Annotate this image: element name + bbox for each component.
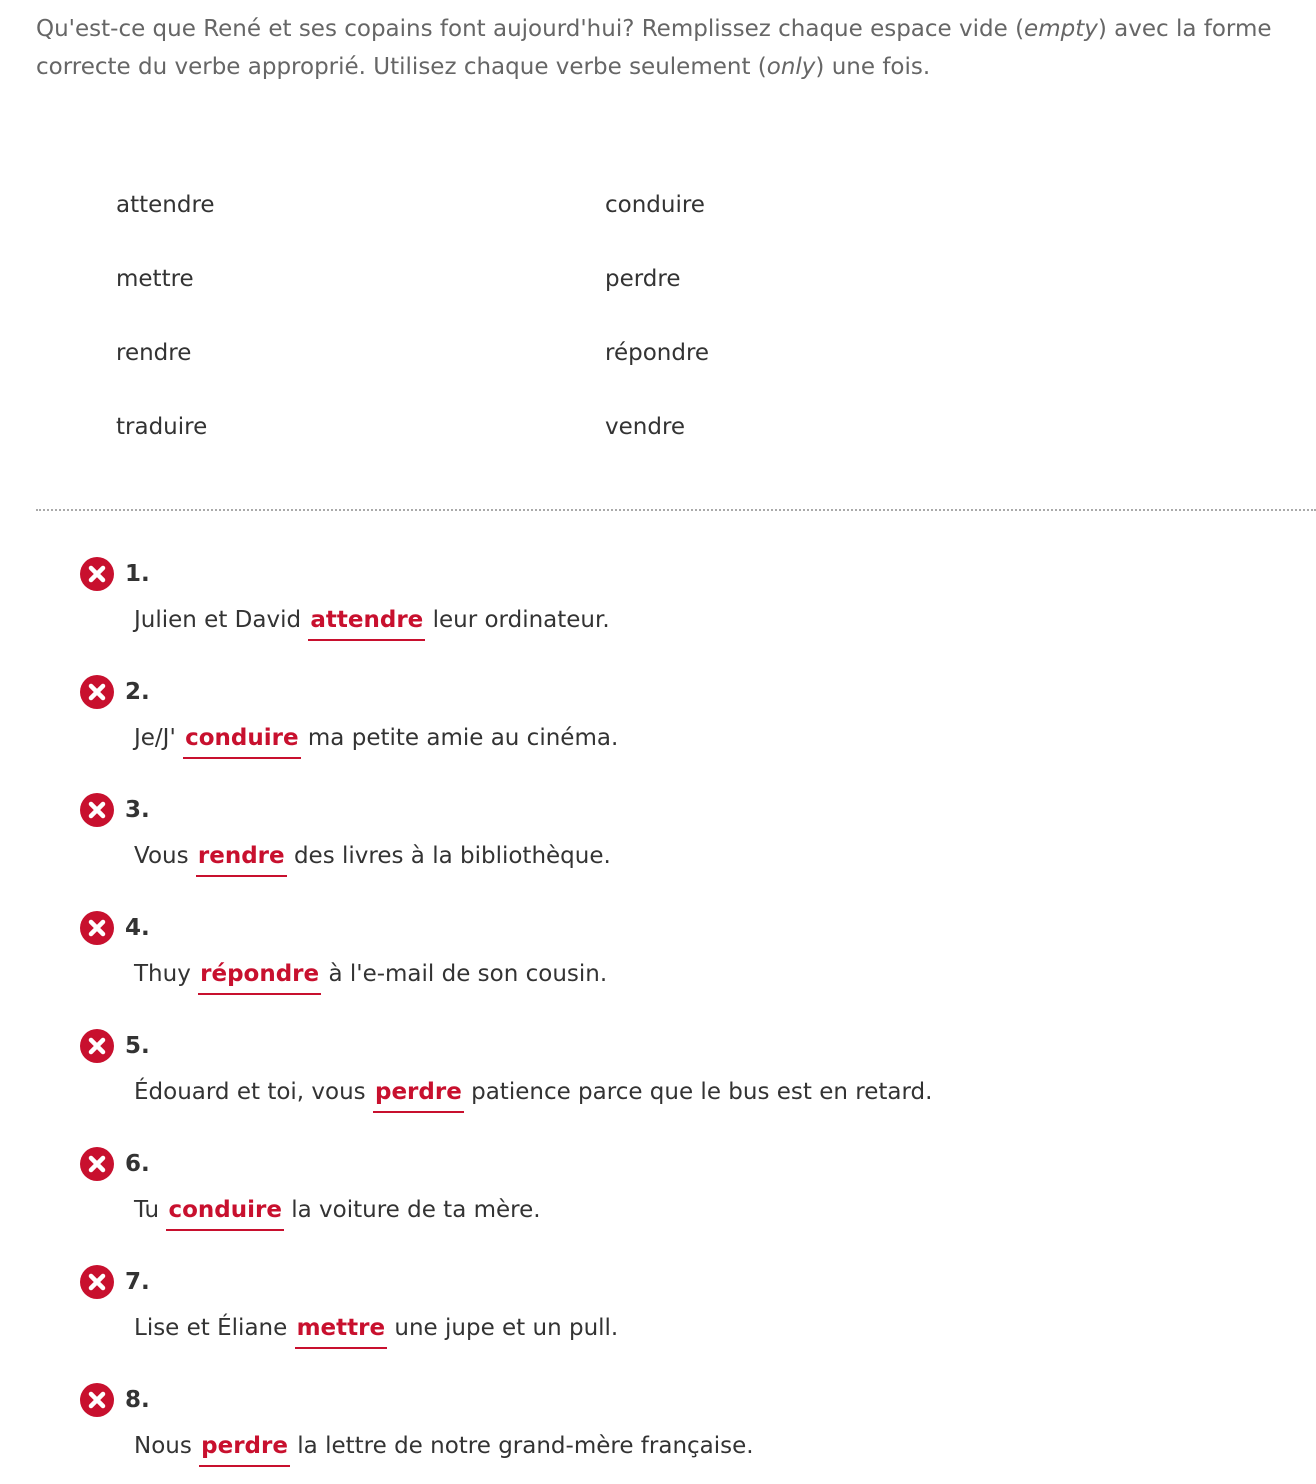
instructions-text-3: ) une fois. xyxy=(815,54,931,80)
sentence-after: des livres à la bibliothèque. xyxy=(293,843,611,869)
sentence-before: Tu xyxy=(134,1197,160,1223)
question-number: 7. xyxy=(125,1269,150,1295)
question-number: 6. xyxy=(125,1151,150,1177)
instructions-emphasis-empty: empty xyxy=(1024,16,1098,42)
instructions xyxy=(36,10,1306,86)
question-item xyxy=(80,1265,1280,1375)
question-item xyxy=(80,557,1280,667)
question-sentence xyxy=(134,603,610,641)
answer-blank[interactable]: rendre xyxy=(196,841,287,877)
word-bank-item: rendre xyxy=(116,340,192,366)
answer-blank[interactable]: répondre xyxy=(198,959,321,995)
sentence-after: leur ordinateur. xyxy=(432,607,610,633)
x-circle-icon xyxy=(80,1265,114,1299)
question-item xyxy=(80,911,1280,1021)
question-item xyxy=(80,793,1280,903)
x-circle-icon xyxy=(80,793,114,827)
question-number: 3. xyxy=(125,797,150,823)
word-bank-item: attendre xyxy=(116,192,215,218)
sentence-before: Lise et Éliane xyxy=(134,1315,288,1341)
question-sentence xyxy=(134,957,607,995)
x-circle-icon xyxy=(80,1147,114,1181)
instructions-text-1: Qu'est-ce que René et ses copains font aujourd'hui? Remplissez chaque espace vide ( xyxy=(36,16,1025,42)
sentence-before: Julien et David xyxy=(134,607,302,633)
section-divider xyxy=(36,509,1316,511)
sentence-before: Thuy xyxy=(134,961,191,987)
answer-blank[interactable]: mettre xyxy=(295,1313,388,1349)
word-bank-item: conduire xyxy=(605,192,705,218)
sentence-after: la voiture de ta mère. xyxy=(291,1197,541,1223)
question-sentence xyxy=(134,839,611,877)
answer-blank[interactable]: attendre xyxy=(308,605,425,641)
x-circle-icon xyxy=(80,911,114,945)
answer-blank[interactable]: conduire xyxy=(166,1195,283,1231)
question-number: 4. xyxy=(125,915,150,941)
word-bank-item: perdre xyxy=(605,266,681,292)
question-sentence xyxy=(134,1311,618,1349)
sentence-before: Je/J' xyxy=(134,725,176,751)
sentence-after: ma petite amie au cinéma. xyxy=(307,725,619,751)
question-number: 5. xyxy=(125,1033,150,1059)
x-circle-icon xyxy=(80,1029,114,1063)
answer-blank[interactable]: perdre xyxy=(199,1431,290,1467)
answer-blank[interactable]: conduire xyxy=(183,723,300,759)
question-item xyxy=(80,675,1280,785)
instructions-emphasis-only: only xyxy=(766,54,816,80)
question-number: 1. xyxy=(125,561,150,587)
word-bank-item: mettre xyxy=(116,266,194,292)
x-circle-icon xyxy=(80,1383,114,1417)
instructions-text-2: ) avec la forme correcte du verbe approprié. Utilisez chaque verbe seulement ( xyxy=(36,16,1272,80)
question-sentence xyxy=(134,1193,541,1231)
word-bank-item: traduire xyxy=(116,414,208,440)
sentence-before: Nous xyxy=(134,1433,192,1459)
answer-blank[interactable]: perdre xyxy=(373,1077,464,1113)
question-item xyxy=(80,1383,1280,1484)
word-bank-item: répondre xyxy=(605,340,710,366)
question-sentence xyxy=(134,1429,754,1467)
sentence-before: Édouard et toi, vous xyxy=(134,1079,366,1105)
sentence-after: à l'e-mail de son cousin. xyxy=(328,961,608,987)
sentence-before: Vous xyxy=(134,843,189,869)
x-circle-icon xyxy=(80,557,114,591)
question-sentence xyxy=(134,721,618,759)
sentence-after: une jupe et un pull. xyxy=(394,1315,619,1341)
question-sentence xyxy=(134,1075,932,1113)
question-number: 8. xyxy=(125,1387,150,1413)
question-item xyxy=(80,1029,1280,1139)
question-item xyxy=(80,1147,1280,1257)
question-number: 2. xyxy=(125,679,150,705)
word-bank-item: vendre xyxy=(605,414,686,440)
sentence-after: la lettre de notre grand-mère française. xyxy=(297,1433,754,1459)
sentence-after: patience parce que le bus est en retard. xyxy=(471,1079,933,1105)
x-circle-icon xyxy=(80,675,114,709)
